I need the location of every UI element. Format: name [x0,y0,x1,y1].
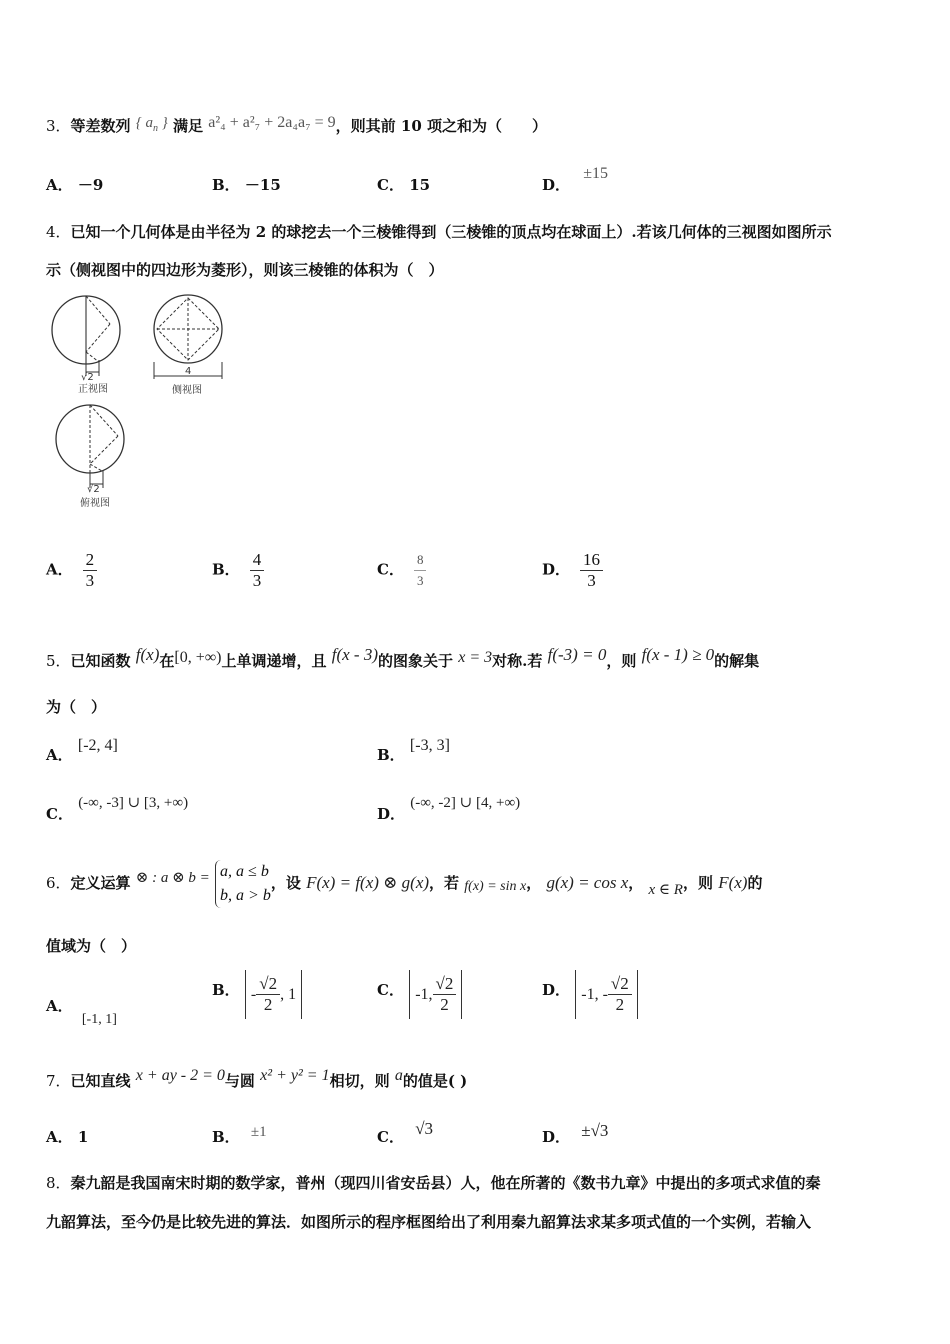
option-b[interactable]: B． －15 [212,176,281,194]
question-number: 6． [46,874,71,892]
side-view [154,295,222,396]
option-a[interactable]: A． [-2, 4] [46,737,118,764]
front-view [52,296,120,395]
question-4-stem: 4．已知一个几何体是由半径为 2 的球挖去一个三棱锥得到（三棱锥的顶点均在球面上）.若该几何体的三视图如图所示 [46,223,832,241]
equation: a²₄ + a²₇ + 2a₄a₇ = 9 [208,114,336,131]
question-6-stem-line2: 值域为（ ） [46,937,137,955]
front-view-label: 正视图 [78,384,108,395]
question-8-stem-line2: 九韶算法，至今仍是比较先进的算法．如图所示的程序框图给出了利用秦九韶算法求某多项式值的一个实例，若输入 [46,1213,812,1231]
piecewise-definition: a, a ≤ b b, a > b [215,860,271,908]
option-b[interactable]: B． ±1 [212,1124,267,1146]
side-view-width: 4 [185,366,192,377]
question-4-stem-line2: 示（侧视图中的四边形为菱形），则该三棱锥的体积为（ ） [46,261,444,279]
question-number: 4． [46,223,71,241]
option-c[interactable]: C． $\frac{8}{3}$ [377,550,426,591]
option-c[interactable]: C． -1, $\frac{√2}{2}$ [377,970,462,1019]
top-view-label: 俯视图 [80,498,110,509]
option-a[interactable]: A． [-1, 1] [46,997,117,1027]
option-a[interactable]: A． －9 [46,176,104,194]
option-d[interactable]: D． ±√3 [542,1121,609,1146]
question-5-stem-line2: 为（ ） [46,698,107,716]
question-5-stem: 5．已知函数 f(x)在[0, +∞)上单调递增，且 f(x - 3)的图象关于 x = 3对称.若 f(-3) = 0，则 f(x - 1) ≥ 0的解集 [46,645,760,670]
option-c[interactable]: C． √3 [377,1119,434,1146]
option-b[interactable]: B． $\frac{4}{3}$ [212,550,264,591]
top-view-sqrt2: √2 [87,484,100,495]
option-d[interactable]: D． ±15 [542,165,609,194]
option-d[interactable]: D． -1, - $\frac{√2}{2}$ [542,970,638,1019]
question-number: 5． [46,652,71,670]
question-7-stem: 7．已知直线 x + ay - 2 = 0与圆 x² + y² = 1相切，则 a的值是( ) [46,1067,468,1090]
option-d[interactable]: D． $\frac{16}{3}$ [542,550,603,591]
question-number: 3． [46,117,71,135]
option-b[interactable]: B． [-3, 3] [377,737,450,764]
side-view-label: 侧视图 [172,385,202,396]
question-6-stem: 6．定义运算 ⊗ : a ⊗ b = a, a ≤ b b, a > b ，设 F(x) = f(x) ⊗ g(x)，若 f(x) = sin x， g(x) = cos x， x ∈ R，则 F(x)的 [46,860,762,908]
question-number: 7． [46,1072,71,1090]
question-number: 8． [46,1174,71,1192]
option-c[interactable]: C． (-∞, -3] ∪ [3, +∞) [46,795,189,823]
option-a[interactable]: A． 1 [46,1128,89,1146]
sequence-symbol: { $a_n$ } [135,115,168,134]
option-b[interactable]: B． - $\frac{√2}{2}$ , 1 [212,970,302,1019]
top-view [56,405,124,509]
option-a[interactable]: A． $\frac{2}{3}$ [46,550,97,591]
option-c[interactable]: C． 15 [377,176,431,194]
question-3-stem: 3．等差数列 { $a_n$ } 满足 a²₄ + a²₇ + 2a₄a₇ = 9，则其前 10 项之和为（ ） [46,114,547,135]
three-view-figure [48,292,238,514]
option-d[interactable]: D． (-∞, -2] ∪ [4, +∞) [377,795,521,823]
question-8-stem: 8．秦九韶是我国南宋时期的数学家，普州（现四川省安岳县）人，他在所著的《数书九章》中提出的多项式求值的秦 [46,1174,821,1192]
front-view-sqrt2: √2 [81,372,94,383]
